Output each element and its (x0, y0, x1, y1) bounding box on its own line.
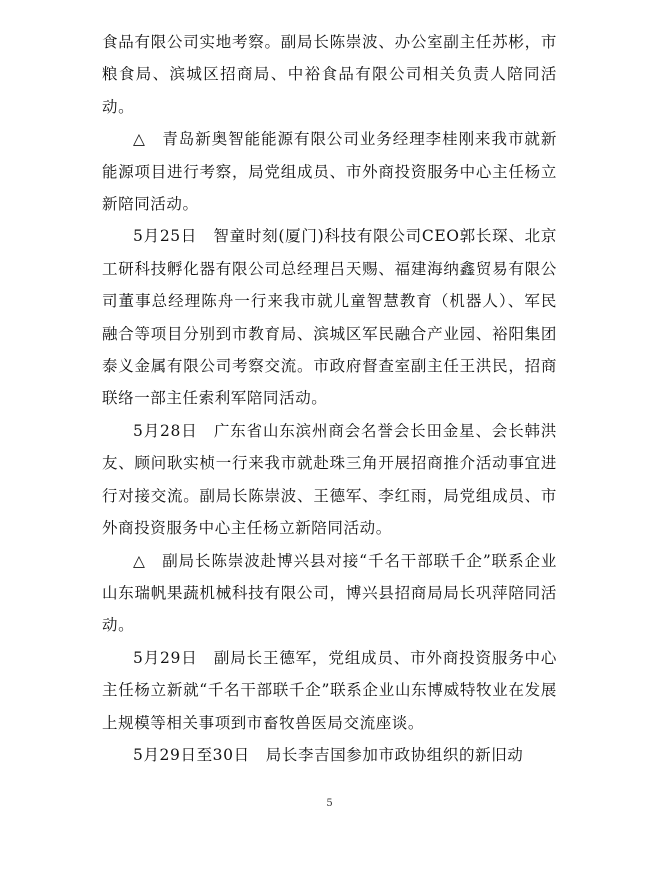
paragraph-4: 5月28日 广东省山东滨州商会名誉会长田金星、会长韩洪友、顾问耿实桢一行来我市就赴珠三角开展招商推介活动事宜进行对接交流。副局长陈崇波、王德军、李红雨，局党组成员、市外商投资服务中心主任杨立新陪同活动。 (102, 421, 557, 538)
paragraph-2: △ 青岛新奥智能能源有限公司业务经理李桂刚来我市就新能源项目进行考察，局党组成员、市外商投资服务中心主任杨立新陪同活动。 (102, 130, 557, 214)
paragraph-7: 5月29日至30日 局长李吉国参加市政协组织的新旧动 (133, 745, 524, 764)
paragraph-1: 食品有限公司实地考察。副局长陈崇波、办公室副主任苏彬，市粮食局、滨城区招商局、中裕食品有限公司相关负责人陪同活动。 (102, 33, 557, 116)
page-number: 5 (326, 798, 333, 809)
paragraph-3: 5月25日 智童时刻(厦门)科技有限公司CEO郭长琛、北京工研科技孵化器有限公司总经理吕天赐、福建海纳鑫贸易有限公司董事总经理陈舟一行来我市就儿童智慧教育（机器人）、军民融合等项目分别到市教育局、滨城区军民融合产业园、裕阳集团泰义金属有限公司考察交流。市政府督查室副主任王洪民，招商联络一部主任索利军陪同活动。 (102, 227, 557, 408)
document-body (102, 26, 557, 771)
paragraph-5: △ 副局长陈崇波赴博兴县对接“千名干部联千企”联系企业山东瑞帆果蔬机械科技有限公司，博兴县招商局局长巩萍陪同活动。 (102, 551, 557, 635)
paragraph-6: 5月29日 副局长王德军，党组成员、市外商投资服务中心主任杨立新就“千名干部联千企”联系企业山东博威特牧业在发展上规模等相关事项到市畜牧兽医局交流座谈。 (102, 648, 557, 732)
